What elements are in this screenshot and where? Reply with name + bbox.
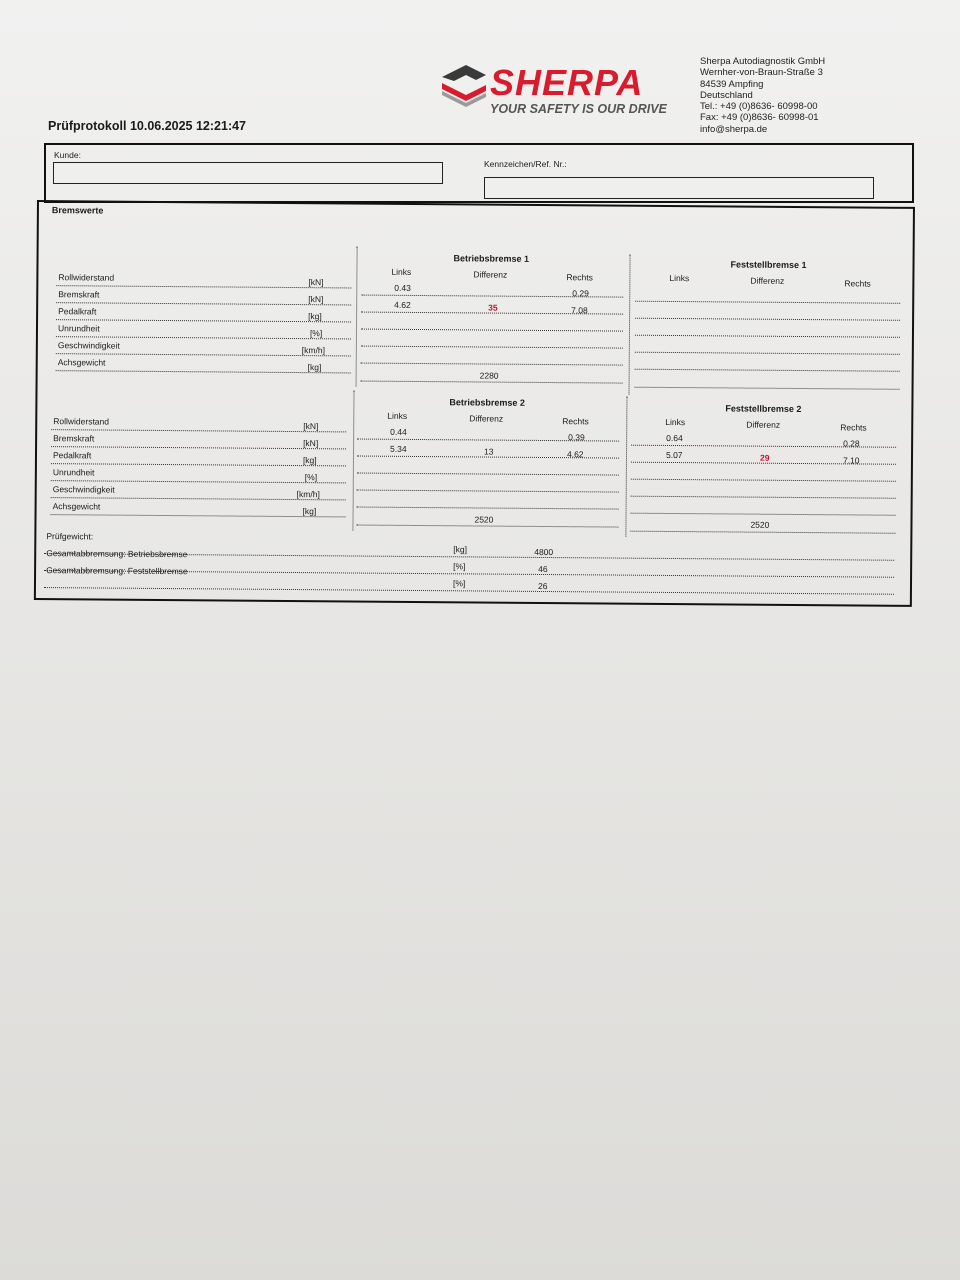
row-line bbox=[56, 302, 351, 305]
row-line bbox=[635, 301, 900, 304]
row-label-rollwiderstand: Rollwiderstand bbox=[53, 416, 110, 427]
logo-wordmark: SHERPA bbox=[490, 62, 644, 103]
row-line bbox=[357, 507, 619, 510]
row-line bbox=[357, 473, 619, 476]
b1-axle-weight: 2280 bbox=[479, 370, 499, 381]
b1-roll-right: 0.29 bbox=[572, 288, 589, 299]
block-title-betriebsbremse-2: Betriebsbremse 2 bbox=[449, 397, 526, 408]
fb2-roll-left: 0.64 bbox=[666, 432, 683, 444]
col-header-rechts: Rechts bbox=[566, 272, 593, 283]
unit: [%] bbox=[304, 472, 318, 483]
row-label-unrundheit: Unrundheit bbox=[57, 323, 100, 334]
unit: [kN] bbox=[308, 277, 324, 288]
summary-unit: [%] bbox=[453, 561, 466, 572]
row-line bbox=[361, 363, 623, 366]
brake-values-box bbox=[34, 200, 915, 607]
fb2-roll-right: 0.28 bbox=[843, 438, 860, 449]
separator bbox=[356, 247, 358, 387]
unit: [kg] bbox=[302, 455, 317, 466]
customer-box bbox=[44, 143, 914, 203]
row-line bbox=[56, 370, 351, 373]
row-line bbox=[51, 480, 346, 483]
fb2-brake-right: 7.10 bbox=[842, 455, 860, 466]
unit: [kN] bbox=[303, 438, 319, 449]
b2-brake-left: 5.34 bbox=[390, 443, 407, 454]
col-header-links: Links bbox=[387, 410, 408, 421]
summary-unit: [kg] bbox=[453, 544, 468, 555]
row-label-pedalkraft: Pedalkraft bbox=[58, 306, 97, 317]
separator bbox=[625, 397, 627, 537]
row-label-bremskraft: Bremskraft bbox=[53, 433, 95, 444]
row-line bbox=[51, 429, 346, 432]
summary-unit: [%] bbox=[452, 578, 466, 589]
company-address bbox=[700, 56, 825, 135]
row-line bbox=[635, 387, 900, 390]
col-header-rechts: Rechts bbox=[844, 278, 871, 289]
unit: [kg] bbox=[308, 311, 322, 322]
row-label-rollwiderstand: Rollwiderstand bbox=[58, 272, 115, 283]
row-line bbox=[357, 490, 619, 493]
unit: [%] bbox=[309, 328, 323, 339]
row-line bbox=[51, 514, 346, 517]
row-line bbox=[635, 352, 900, 355]
plate-label: Kennzeichen/Ref. Nr.: bbox=[484, 159, 567, 169]
row-line bbox=[631, 496, 896, 499]
row-line bbox=[635, 318, 900, 321]
col-header-differenz: Differenz bbox=[746, 419, 781, 430]
col-header-differenz: Differenz bbox=[750, 275, 785, 286]
b2-roll-right: 0.39 bbox=[568, 432, 585, 443]
row-label-geschwindigkeit: Geschwindigkeit bbox=[52, 484, 115, 495]
fb2-brake-left: 5.07 bbox=[665, 449, 683, 461]
col-header-links: Links bbox=[665, 416, 686, 428]
row-label-bremskraft: Bremskraft bbox=[58, 289, 100, 300]
b2-roll-left: 0.44 bbox=[390, 426, 407, 437]
fb2-axle-weight: 2520 bbox=[750, 519, 770, 530]
separator bbox=[628, 255, 630, 395]
unit: [km/h] bbox=[296, 489, 320, 500]
row-line bbox=[630, 531, 895, 534]
company-phone: Tel.: +49 (0)8636- 60998-00 bbox=[700, 101, 818, 113]
b1-roll-left: 0.43 bbox=[394, 282, 411, 293]
summary-label-pruefgewicht: Prüfgewicht: bbox=[46, 531, 94, 542]
separator bbox=[352, 390, 354, 530]
row-line bbox=[44, 587, 894, 595]
b1-brake-diff: 35 bbox=[488, 302, 498, 313]
company-city: 84539 Ampfing bbox=[700, 78, 764, 90]
block-title-feststellbremse-1: Feststellbremse 1 bbox=[730, 259, 807, 271]
block-title-feststellbremse-2: Feststellbremse 2 bbox=[725, 403, 802, 415]
company-name: Sherpa Autodiagnostik GmbH bbox=[700, 56, 826, 67]
b2-brake-diff: 13 bbox=[483, 446, 494, 457]
unit: [kN] bbox=[308, 294, 324, 305]
col-header-rechts: Rechts bbox=[840, 422, 867, 433]
row-line bbox=[635, 335, 900, 338]
customer-field[interactable] bbox=[53, 162, 443, 184]
company-email: info@sherpa.de bbox=[700, 123, 768, 135]
row-label-pedalkraft: Pedalkraft bbox=[52, 450, 92, 461]
summary-value-pruefgewicht: 4800 bbox=[534, 546, 554, 558]
col-header-links: Links bbox=[391, 266, 412, 277]
unit: [km/h] bbox=[301, 345, 326, 356]
row-label-achsgewicht: Achsgewicht bbox=[57, 357, 106, 368]
b2-brake-right: 4.62 bbox=[566, 449, 584, 460]
row-line bbox=[56, 336, 351, 339]
page-title: Prüfprotokoll 10.06.2025 12:21:47 bbox=[48, 119, 247, 133]
row-line bbox=[631, 513, 896, 516]
summary-value-betriebsbremse: 46 bbox=[538, 563, 548, 575]
row-label-unrundheit: Unrundheit bbox=[52, 467, 95, 478]
company-fax: Fax: +49 (0)8636- 60998-01 bbox=[700, 112, 819, 124]
row-line bbox=[631, 479, 896, 482]
row-label-achsgewicht: Achsgewicht bbox=[52, 501, 101, 512]
block-title-betriebsbremse-1: Betriebsbremse 1 bbox=[453, 253, 530, 264]
b2-axle-weight: 2520 bbox=[474, 514, 494, 525]
row-line bbox=[56, 319, 351, 322]
row-line bbox=[356, 525, 618, 528]
unit: [kN] bbox=[303, 421, 319, 432]
b1-brake-left: 4.62 bbox=[394, 299, 411, 310]
b1-brake-right: 7.08 bbox=[571, 305, 588, 316]
summary-label-feststellbremse: Gesamtabbremsung: Feststellbremse bbox=[46, 565, 188, 577]
col-header-differenz: Differenz bbox=[469, 413, 504, 424]
row-line bbox=[56, 285, 351, 288]
col-header-links: Links bbox=[669, 272, 690, 284]
logo-slogan: YOUR SAFETY IS OUR DRIVE bbox=[490, 102, 667, 116]
row-line bbox=[51, 463, 346, 466]
fb2-brake-diff: 29 bbox=[759, 452, 770, 463]
row-label-geschwindigkeit: Geschwindigkeit bbox=[57, 340, 120, 351]
company-country: Deutschland bbox=[700, 89, 753, 101]
row-line bbox=[635, 369, 900, 372]
summary-value-feststellbremse: 26 bbox=[537, 580, 548, 592]
unit: [kg] bbox=[302, 506, 317, 517]
unit: [kg] bbox=[307, 362, 322, 373]
row-line bbox=[51, 446, 346, 449]
row-line bbox=[361, 381, 623, 384]
col-header-rechts: Rechts bbox=[562, 416, 589, 427]
summary-label-betriebsbremse: Gesamtabbremsung: Betriebsbremse bbox=[46, 548, 188, 560]
row-line bbox=[361, 346, 623, 349]
row-line bbox=[361, 329, 623, 332]
plate-field[interactable] bbox=[484, 177, 874, 199]
customer-label: Kunde: bbox=[54, 150, 81, 160]
col-header-differenz: Differenz bbox=[473, 269, 508, 280]
company-street: Wernher-von-Braun-Straße 3 bbox=[700, 67, 823, 79]
section-title: Bremswerte bbox=[51, 205, 104, 216]
